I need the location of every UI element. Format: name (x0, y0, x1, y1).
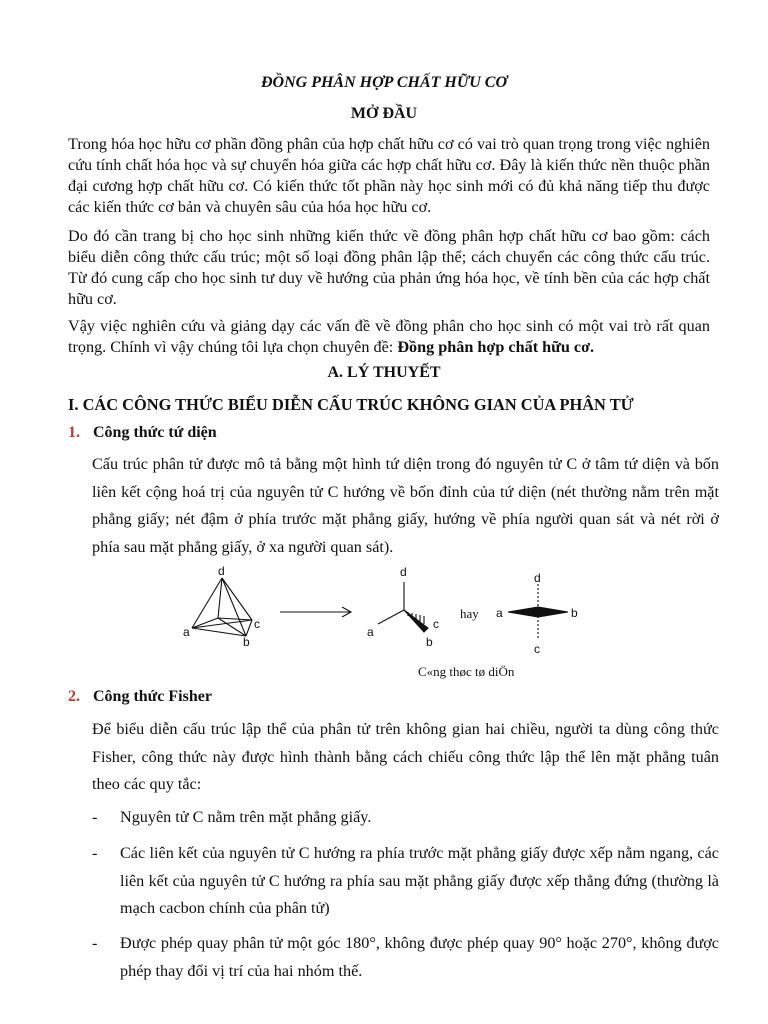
figure-caption: C«ng thøc tø diÖn (418, 664, 515, 679)
cross-label-c: c (534, 642, 540, 656)
bullet-dash: - (92, 934, 98, 952)
wedge-label-b: b (426, 635, 433, 649)
rule-item-3-text: Được phép quay phân tử một góc 180°, không được phép quay 90° hoặc 270°, không được phép thay đổi vị trí của hai nhóm thế. (120, 934, 719, 980)
intro-paragraph-3-text: Vậy việc nghiên cứu và giảng dạy các vấn đề về đồng phân cho học sinh có một vai trò rất quan trọng. Chính vì vậy chúng tôi lựa chọn chuyên đề: (68, 317, 710, 356)
subsection-1-number: 1. (68, 424, 80, 441)
rule-item-2 (92, 840, 719, 923)
subsection-2-heading (68, 688, 212, 706)
tetra-label-b: b (243, 635, 250, 649)
cross-label-b: b (571, 606, 578, 620)
cross-formula-drawing (508, 584, 568, 640)
bullet-dash: - (92, 808, 98, 826)
topic-name: Đồng phân hợp chất hữu cơ. (397, 338, 595, 356)
section-a-heading: A. LÝ THUYẾT (327, 364, 441, 381)
document-title: ĐỒNG PHÂN HỢP CHẤT HỮU CƠ (260, 74, 508, 91)
wedge-label-a: a (367, 625, 374, 639)
cross-label-a: a (496, 606, 503, 620)
rule-item-1 (92, 804, 719, 832)
tetra-label-a: a (183, 625, 190, 639)
bullet-dash: - (92, 844, 98, 862)
arrow (280, 607, 351, 617)
subsection-1-title: Công thức tứ diện (93, 424, 217, 441)
wedge-label-d: d (400, 565, 407, 579)
wedge-label-c: c (433, 617, 439, 631)
subsection-1-body: Cấu trúc phân tử được mô tả bằng một hình tứ diện trong đó nguyên tử C ở tâm tứ diện và bốn liên kết cộng hoá trị của nguyên tử C hướng về bốn đỉnh của tứ diện (nét thường nằm trên mặt phẳng giấy; nét đậm ở phía trước mặt phẳng giấy, hướng về phía người quan sát và nét rời ở phía sau mặt phẳng giấy, ở xa người quan sát). (92, 455, 719, 556)
intro-paragraph-1: Trong hóa học hữu cơ phần đồng phân của hợp chất hữu cơ có vai trò quan trọng trong việc nghiên cứu tính chất hóa học và sự chuyển hóa giữa các hợp chất hữu cơ. Đây là kiến thức nền thuộc phần đại cương hợp chất hữu cơ. Có kiến thức tốt phần này học sinh mới có đủ khả năng tiếp thu được các kiến thức cơ bản và chuyên sâu của hóa học hữu cơ. (68, 135, 710, 216)
hay-text: hay (460, 606, 479, 621)
tetrahedron-drawing (192, 578, 252, 636)
tetra-label-c: c (254, 617, 260, 631)
subsection-2-number: 2. (68, 688, 80, 705)
tetra-label-d: d (218, 564, 225, 578)
rule-item-2-text: Các liên kết của nguyên tử C hướng ra phía trước mặt phẳng giấy được xếp nằm ngang, các liên kết của nguyên tử C hướng ra phía sau mặt phẳng giấy được xếp thẳng đứng (thường là mạch cacbon chính của phân tử) (120, 844, 719, 917)
document-subtitle: MỞ ĐẦU (350, 105, 418, 122)
rule-item-3 (92, 930, 719, 985)
tetrahedral-formula-figure (0, 560, 768, 680)
intro-paragraph-3 (68, 316, 710, 358)
intro-paragraph-2: Do đó cần trang bị cho học sinh những kiến thức về đồng phân hợp chất hữu cơ bao gồm: cách biểu diễn công thức cấu trúc; một số loại đồng phân lập thể; cách chuyển các công thức cấu trúc. Từ đó cung cấp cho học sinh tư duy về hướng của phản ứng hóa học, về tính bền của các hợp chất hữu cơ. (68, 227, 710, 308)
section-i-heading: I. CÁC CÔNG THỨC BIỂU DIỄN CẤU TRÚC KHÔNG GIAN CỦA PHÂN TỬ (68, 395, 634, 414)
wedge-dash-drawing (378, 582, 428, 632)
subsection-2-title: Công thức Fisher (93, 688, 212, 705)
rule-item-1-text: Nguyên tử C nằm trên mặt phẳng giấy. (120, 808, 372, 826)
cross-label-d: d (534, 571, 541, 585)
subsection-1-heading (68, 424, 217, 442)
subsection-2-body: Để biểu diễn cấu trúc lập thể của phân tử trên không gian hai chiều, người ta dùng công thức Fisher, công thức này được hình thành bằng cách chiếu công thức lập thể lên mặt phẳng tuân theo các quy tắc: (92, 720, 719, 793)
